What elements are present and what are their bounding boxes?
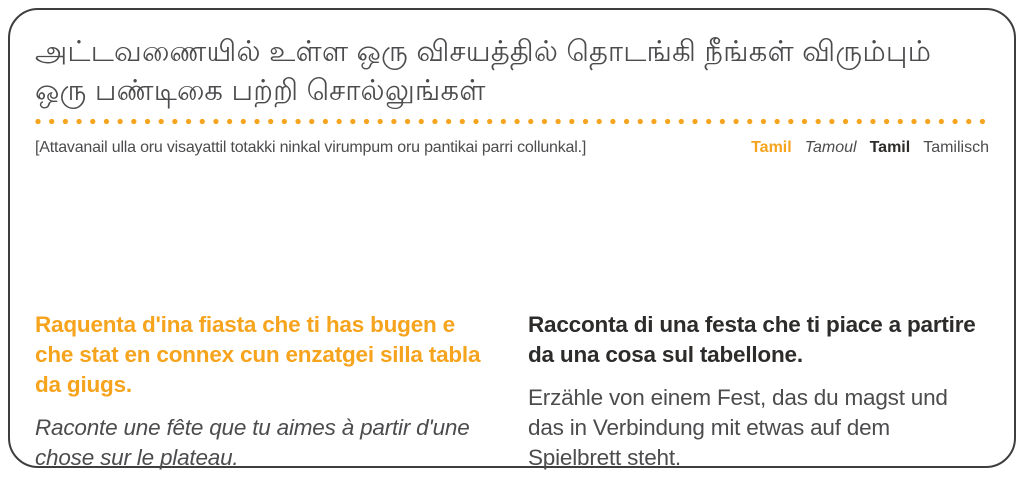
- prompt-italian: Racconta di una festa che ti piace a partire da una cosa sul tabellone.: [528, 310, 989, 370]
- meta-row: [35, 139, 989, 157]
- translations-grid: [35, 310, 989, 486]
- language-labels: [751, 139, 989, 157]
- prompt-romansh: Raquenta d'ina fiasta che ti has bugen e che stat en connex cun enzatgei silla tabla da giugs.: [35, 310, 496, 400]
- language-label-english: Tamil: [751, 139, 792, 157]
- prompt-german: Erzähle von einem Fest, das du magst und das in Verbindung mit etwas auf dem Spielbrett steht.: [528, 383, 989, 473]
- language-label-german: Tamilisch: [923, 139, 989, 157]
- dotted-separator: [35, 118, 992, 125]
- transliteration-text: [Attavanail ulla oru visayattil totakki ninkal virumpum oru pantikai parri collunkal.]: [35, 139, 586, 157]
- prompt-french: Raconte une fête que tu aimes à partir d'une chose sur le plateau.: [35, 413, 496, 473]
- tamil-prompt-heading: அட்டவணையில் உள்ள ஒரு விசயத்தில் தொடங்கி நீங்கள் விரும்பும் ஒரு பண்டிகை பற்றி சொல்லுங்கள்: [35, 10, 950, 111]
- left-column: [35, 310, 496, 486]
- language-label-italian: Tamil: [870, 139, 911, 157]
- language-game-card: [8, 8, 1016, 468]
- language-label-french: Tamoul: [805, 139, 857, 157]
- right-column: [528, 310, 989, 486]
